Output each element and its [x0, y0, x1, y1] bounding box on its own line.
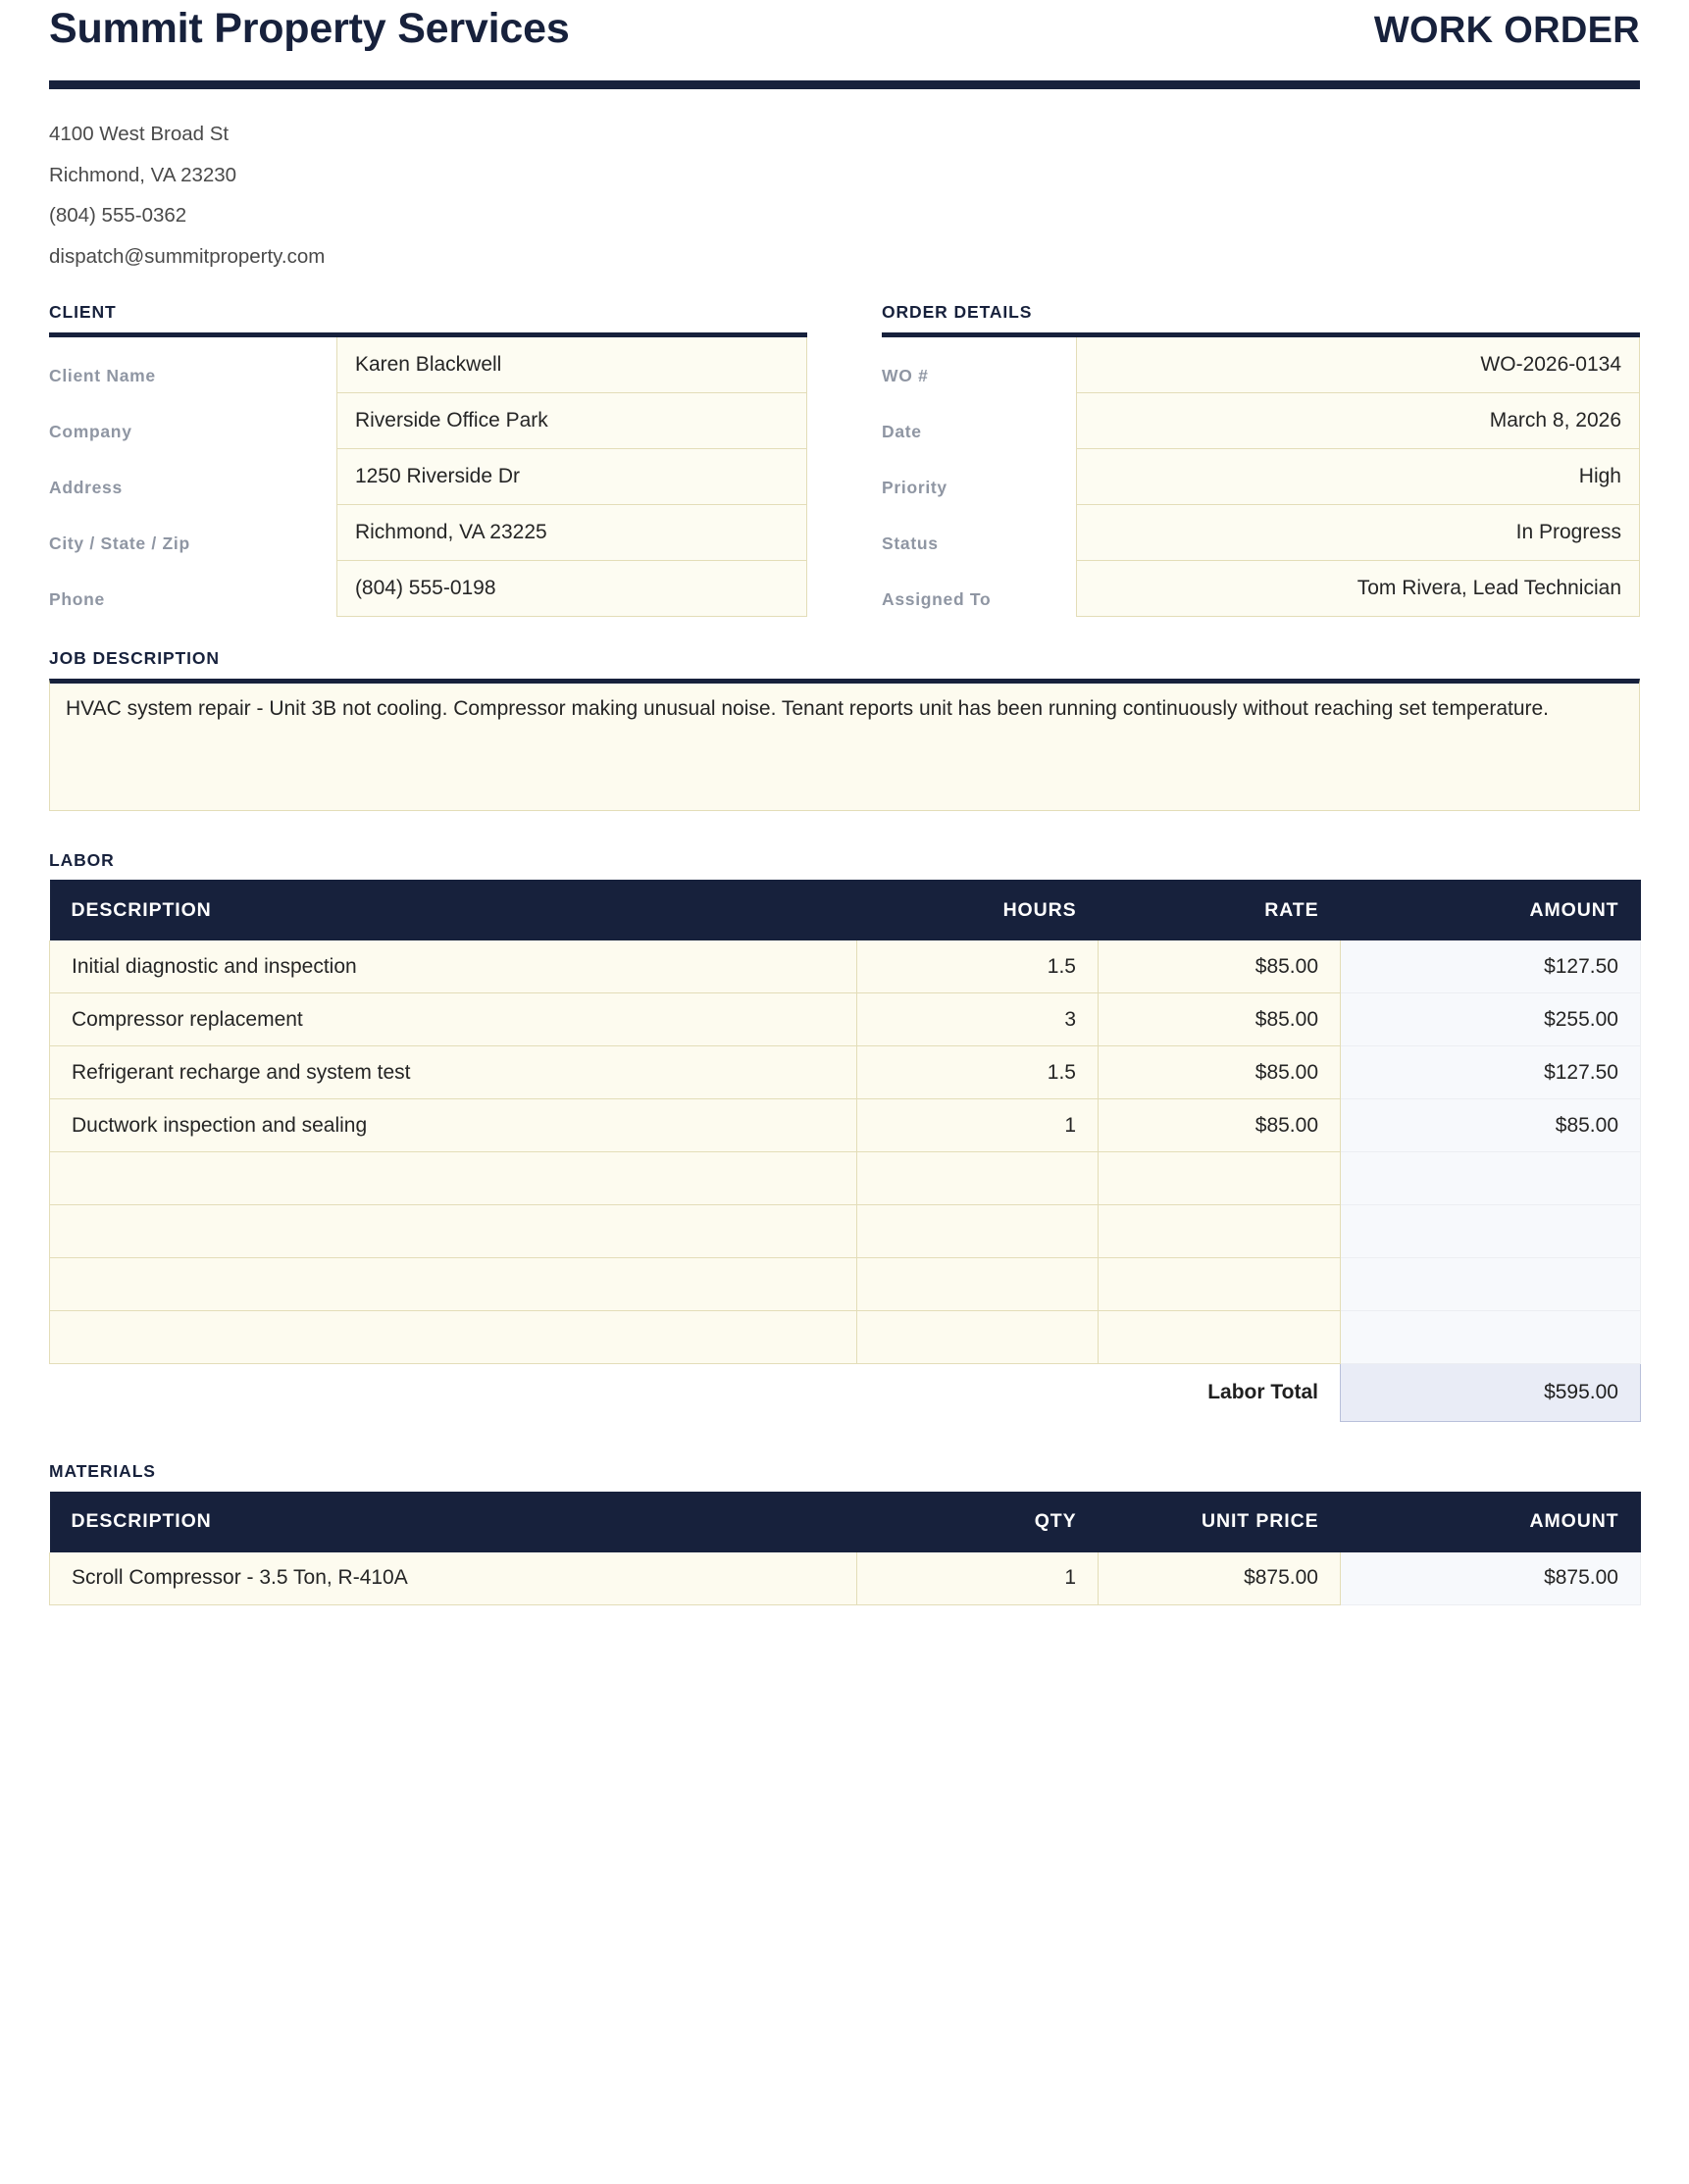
labor-cell-hours[interactable]: 3	[857, 993, 1099, 1046]
labor-cell-hours[interactable]: 1.5	[857, 1046, 1099, 1099]
order-field-label: Assigned To	[882, 561, 1076, 617]
client-field-value[interactable]: Riverside Office Park	[336, 393, 806, 449]
client-section	[49, 304, 807, 617]
client-field-value[interactable]: Richmond, VA 23225	[336, 505, 806, 561]
table-row[interactable]	[50, 993, 1641, 1046]
labor-cell-description[interactable]	[50, 1258, 857, 1311]
order-details-section-heading: ORDER DETAILS	[882, 302, 1033, 322]
labor-cell-rate[interactable]	[1099, 1152, 1341, 1205]
labor-col-rate: RATE	[1099, 880, 1341, 940]
order-field-value[interactable]: High	[1076, 449, 1639, 505]
materials-col-qty: QTY	[857, 1492, 1099, 1552]
materials-cell-description[interactable]: Scroll Compressor - 3.5 Ton, R-410A	[50, 1552, 857, 1605]
table-row[interactable]	[50, 1046, 1641, 1099]
materials-cell-unit-price[interactable]: $875.00	[1099, 1552, 1341, 1605]
order-field-value[interactable]: In Progress	[1076, 505, 1639, 561]
client-field-label: City / State / Zip	[49, 505, 336, 561]
order-details-section	[882, 304, 1640, 617]
company-phone: (804) 555-0362	[49, 204, 187, 227]
labor-table	[49, 880, 1641, 1422]
client-field-label: Phone	[49, 561, 336, 617]
labor-col-hours: HOURS	[857, 880, 1099, 940]
labor-cell-hours[interactable]: 1.5	[857, 940, 1099, 993]
client-field-label: Address	[49, 449, 336, 505]
labor-cell-description[interactable]	[50, 1205, 857, 1258]
labor-cell-description[interactable]: Initial diagnostic and inspection	[50, 940, 857, 993]
labor-cell-rate[interactable]: $85.00	[1099, 1099, 1341, 1152]
company-email: dispatch@summitproperty.com	[49, 244, 326, 268]
order-field-label: WO #	[882, 334, 1076, 393]
job-description-section	[49, 650, 1640, 811]
table-row[interactable]	[50, 1311, 1641, 1364]
order-details-table	[882, 332, 1640, 618]
order-field-value[interactable]: WO-2026-0134	[1076, 334, 1639, 393]
labor-cell-amount	[1341, 1152, 1641, 1205]
client-section-heading: CLIENT	[49, 302, 117, 322]
order-row-assigned-to	[882, 561, 1640, 617]
order-row-priority	[882, 449, 1640, 505]
client-field-label: Company	[49, 393, 336, 449]
table-row[interactable]	[50, 1205, 1641, 1258]
labor-cell-description[interactable]: Compressor replacement	[50, 993, 857, 1046]
labor-cell-rate[interactable]: $85.00	[1099, 1046, 1341, 1099]
labor-cell-description[interactable]: Refrigerant recharge and system test	[50, 1046, 857, 1099]
client-row-city-state-zip	[49, 505, 807, 561]
table-row[interactable]	[50, 1152, 1641, 1205]
job-description-box[interactable]	[49, 679, 1640, 811]
materials-section	[49, 1463, 1640, 1605]
header-divider-rule	[49, 80, 1640, 89]
client-row-client-name	[49, 334, 807, 393]
labor-col-amount: AMOUNT	[1341, 880, 1641, 940]
order-row-wo-number	[882, 334, 1640, 393]
labor-header-row	[50, 880, 1641, 940]
materials-col-description: DESCRIPTION	[50, 1492, 857, 1552]
materials-col-unit-price: UNIT PRICE	[1099, 1492, 1341, 1552]
table-row[interactable]	[50, 1099, 1641, 1152]
labor-cell-amount: $85.00	[1341, 1099, 1641, 1152]
materials-heading: MATERIALS	[49, 1461, 156, 1481]
document-header	[49, 0, 1640, 80]
client-row-company	[49, 393, 807, 449]
document-type-title: WORK ORDER	[1373, 10, 1640, 51]
company-name: Summit Property Services	[49, 5, 570, 52]
order-row-status	[882, 505, 1640, 561]
labor-cell-rate[interactable]	[1099, 1258, 1341, 1311]
job-description-heading: JOB DESCRIPTION	[49, 648, 220, 668]
order-field-label: Priority	[882, 449, 1076, 505]
company-address-line-2: Richmond, VA 23230	[49, 163, 237, 186]
labor-col-description: DESCRIPTION	[50, 880, 857, 940]
materials-table	[49, 1492, 1641, 1605]
client-and-order-details-row	[49, 304, 1640, 617]
labor-total-value: $595.00	[1341, 1364, 1641, 1422]
company-contact-block	[49, 125, 1640, 267]
table-row[interactable]	[50, 1552, 1641, 1605]
labor-cell-description[interactable]: Ductwork inspection and sealing	[50, 1099, 857, 1152]
labor-cell-rate[interactable]: $85.00	[1099, 940, 1341, 993]
labor-cell-hours[interactable]	[857, 1152, 1099, 1205]
materials-cell-amount: $875.00	[1341, 1552, 1641, 1605]
labor-cell-rate[interactable]: $85.00	[1099, 993, 1341, 1046]
labor-cell-hours[interactable]: 1	[857, 1099, 1099, 1152]
order-row-date	[882, 393, 1640, 449]
company-address-line-1: 4100 West Broad St	[49, 123, 230, 145]
client-field-label: Client Name	[49, 334, 336, 393]
labor-heading: LABOR	[49, 849, 115, 870]
table-row[interactable]	[50, 1258, 1641, 1311]
order-field-label: Date	[882, 393, 1076, 449]
labor-cell-amount	[1341, 1205, 1641, 1258]
materials-col-amount: AMOUNT	[1341, 1492, 1641, 1552]
labor-cell-amount: $127.50	[1341, 940, 1641, 993]
labor-cell-hours[interactable]	[857, 1205, 1099, 1258]
job-description-text: HVAC system repair - Unit 3B not cooling. Compressor making unusual noise. Tenant reports unit has been running continuously without reaching set temperature.	[66, 696, 1550, 720]
labor-section	[49, 849, 1640, 1423]
labor-cell-description[interactable]	[50, 1311, 857, 1364]
labor-total-label: Labor Total	[1207, 1381, 1318, 1404]
client-field-value[interactable]: 1250 Riverside Dr	[336, 449, 806, 505]
labor-cell-hours[interactable]	[857, 1311, 1099, 1364]
labor-cell-amount	[1341, 1311, 1641, 1364]
order-field-value[interactable]: Tom Rivera, Lead Technician	[1076, 561, 1639, 617]
labor-cell-amount: $255.00	[1341, 993, 1641, 1046]
materials-cell-qty[interactable]: 1	[857, 1552, 1099, 1605]
materials-header-row	[50, 1492, 1641, 1552]
labor-cell-rate[interactable]	[1099, 1311, 1341, 1364]
client-row-phone	[49, 561, 807, 617]
order-field-label: Status	[882, 505, 1076, 561]
client-info-table	[49, 332, 807, 618]
client-field-value[interactable]: Karen Blackwell	[336, 334, 806, 393]
order-field-value[interactable]: March 8, 2026	[1076, 393, 1639, 449]
client-row-address	[49, 449, 807, 505]
labor-cell-amount: $127.50	[1341, 1046, 1641, 1099]
labor-total-row	[50, 1364, 1641, 1422]
table-row[interactable]	[50, 940, 1641, 993]
client-field-value[interactable]: (804) 555-0198	[336, 561, 806, 617]
labor-cell-hours[interactable]	[857, 1258, 1099, 1311]
labor-cell-description[interactable]	[50, 1152, 857, 1205]
labor-cell-rate[interactable]	[1099, 1205, 1341, 1258]
labor-cell-amount	[1341, 1258, 1641, 1311]
